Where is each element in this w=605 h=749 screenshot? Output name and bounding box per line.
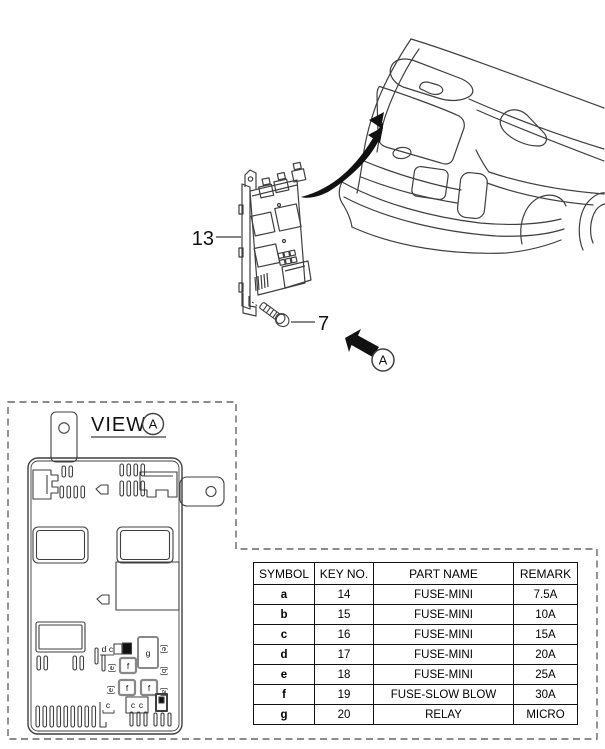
vent-slot <box>134 464 138 476</box>
vent-slots-top-right <box>120 464 145 496</box>
relay-socket-right <box>117 527 173 563</box>
socket-inner <box>39 625 82 649</box>
cell-part-name: FUSE-MINI <box>374 585 514 605</box>
vent-slot <box>67 486 71 498</box>
panel-top-mount-tab <box>51 412 77 462</box>
mini-fuse <box>291 257 297 263</box>
relay-socket-left <box>33 527 88 563</box>
vent-slot <box>120 464 124 476</box>
fuse-label-g: g <box>145 648 151 658</box>
header-symbol: SYMBOL <box>254 563 315 585</box>
fuse-slot-filled <box>123 643 132 654</box>
cell-part-name: FUSE-MINI <box>374 605 514 625</box>
connector <box>292 169 306 182</box>
fuse-label-c-bottom-3: c <box>138 700 144 710</box>
lower-connector-box <box>282 261 311 288</box>
vent-slot <box>71 706 75 727</box>
cell-key-no: 18 <box>315 665 374 685</box>
side-crease-1 <box>489 172 604 194</box>
view-title-ref-letter: A <box>148 416 158 432</box>
cell-key-no: 14 <box>315 585 374 605</box>
socket-inner <box>37 531 85 560</box>
vent-slot <box>161 713 164 726</box>
cc-box <box>126 697 148 713</box>
vent-slots-bottom-right <box>130 712 171 726</box>
cell-remark: 10A <box>514 605 578 625</box>
view-a-panel-drawing <box>28 412 224 734</box>
table-row <box>254 585 578 605</box>
rail-clip <box>239 248 243 257</box>
left-mid-socket <box>36 622 85 652</box>
top-right-connector <box>290 162 305 182</box>
mid-right-module-area <box>116 562 179 610</box>
d-pillar-lower <box>476 150 489 172</box>
fuse-cluster <box>100 637 169 713</box>
relay-block <box>254 244 279 267</box>
wheel-inner-arc <box>591 204 605 243</box>
bumper-bottom-line <box>352 227 561 253</box>
connector-cap <box>262 178 270 185</box>
mini-fuse <box>284 251 290 257</box>
table-row <box>254 685 578 705</box>
table-row <box>254 665 578 685</box>
vent-slot <box>137 712 140 726</box>
parts-table-header <box>254 563 578 585</box>
vent-slot <box>64 706 68 727</box>
table-row <box>254 705 578 725</box>
vent-slot <box>69 466 73 477</box>
vent-slot <box>62 466 66 477</box>
fuse-label-a-right: [a] <box>160 687 169 697</box>
fuse-label-e-left-1: [e] <box>107 663 116 673</box>
cell-symbol: g <box>254 705 315 725</box>
socket-outer <box>117 527 173 563</box>
header-part-name: PART NAME <box>374 563 514 585</box>
vent-slot <box>134 481 138 496</box>
vent-slots-top-left <box>60 466 85 498</box>
cell-remark: 20A <box>514 645 578 665</box>
connector-cap <box>277 173 285 180</box>
vent-slot <box>60 486 64 498</box>
bottom-mount-bracket <box>243 293 256 316</box>
cell-key-no: 20 <box>315 705 374 725</box>
vent-slot <box>36 706 40 727</box>
vent-slot <box>43 706 47 727</box>
vent-slot <box>50 706 54 727</box>
c-pillar-line-2 <box>477 110 604 161</box>
table-row <box>254 645 578 665</box>
mini-fuse-grid <box>278 250 297 265</box>
panel-right-tab-hole <box>206 487 216 497</box>
mini-fuse <box>285 258 291 264</box>
header-key-no: KEY NO. <box>315 563 374 585</box>
tail-lamp <box>457 172 489 220</box>
view-direction-indicator <box>345 329 394 371</box>
fuse-label-d: d <box>101 644 107 654</box>
vent-slot <box>44 656 48 670</box>
vent-slot <box>120 481 124 496</box>
panel-hole <box>283 240 286 243</box>
view-title-text: VIEW <box>91 414 147 436</box>
rail-clip <box>239 283 243 292</box>
cell-remark: 30A <box>514 685 578 705</box>
tailgate-left-inner-edge <box>377 49 419 152</box>
cell-key-no: 16 <box>315 625 374 645</box>
mini-fuse <box>290 250 296 256</box>
fuse-label-c-top: c <box>108 644 114 654</box>
connector <box>274 179 289 192</box>
table-row <box>254 605 578 625</box>
vent-slot <box>144 712 147 726</box>
fuse-label-c-bottom-2: c <box>130 700 136 710</box>
vent-slot <box>92 706 96 727</box>
vent-slot <box>127 481 131 496</box>
fuse-label-f3: f <box>147 683 151 693</box>
cell-part-name: FUSE-MINI <box>374 645 514 665</box>
c-pillar-line-1 <box>469 99 604 149</box>
left-connector-cutout <box>33 470 58 499</box>
fuse-label-f2: f <box>125 683 129 693</box>
top-tab-hole <box>248 177 252 181</box>
c-bottom-bracket <box>103 710 114 713</box>
roof-line <box>411 39 604 108</box>
arrow-emboss-upper <box>96 485 108 494</box>
vent-slot <box>102 655 105 671</box>
panel-hole <box>278 204 281 207</box>
vent-slot <box>85 706 89 727</box>
callout-13: 13 <box>191 228 214 250</box>
relay-block <box>251 212 275 236</box>
bolt-drawing <box>258 300 292 329</box>
socket-outer <box>33 527 88 563</box>
swoosh-band <box>301 122 383 198</box>
vent-slot <box>74 486 78 498</box>
car-rear-drawing <box>339 39 605 253</box>
vent-slots-bottom-left <box>36 702 106 727</box>
view-ref-letter: A <box>378 352 388 368</box>
rear-window <box>377 86 464 163</box>
cell-part-name: FUSE-MINI <box>374 625 514 645</box>
cell-key-no: 15 <box>315 605 374 625</box>
view-a-title <box>91 414 166 438</box>
tailgate-left-edge <box>357 39 411 193</box>
small-bold-slot-pin <box>159 697 164 703</box>
parts-table-body <box>254 585 578 725</box>
cell-symbol: d <box>254 645 315 665</box>
lower-connector-line <box>285 266 305 271</box>
socket-inner <box>121 531 170 560</box>
vent-slot <box>80 656 84 670</box>
cell-remark: 25A <box>514 665 578 685</box>
mini-fuse <box>279 259 285 265</box>
fuse-label-e-left-2: [e] <box>106 685 115 695</box>
vent-slot <box>130 712 133 726</box>
cell-symbol: e <box>254 665 315 685</box>
vent-slot <box>95 648 98 664</box>
vent-slot <box>154 713 157 726</box>
panel-right-mount-tab <box>180 477 224 506</box>
vent-slot <box>168 713 171 726</box>
arrow-emboss-lower <box>97 595 109 604</box>
mini-fuse <box>278 253 284 259</box>
cell-symbol: c <box>254 625 315 645</box>
cell-part-name: RELAY <box>374 705 514 725</box>
fuse-slot-open <box>114 644 122 654</box>
vent-slot <box>57 706 61 727</box>
cell-symbol: b <box>254 605 315 625</box>
panel-top-tab-hole <box>59 423 69 433</box>
fuse-box-part-drawing <box>239 162 311 316</box>
fuse-label-c-bottom-1: c <box>105 700 111 710</box>
cell-part-name: FUSE-SLOW BLOW <box>374 685 514 705</box>
vent-slot <box>81 486 85 498</box>
location-swoosh-arrow <box>301 112 384 198</box>
fuse-label-e-right: [e] <box>160 644 169 654</box>
cell-remark: 7.5A <box>514 585 578 605</box>
vent-slot <box>78 706 82 727</box>
relay-block <box>275 204 301 231</box>
vent-slot <box>37 656 41 670</box>
socket-outer <box>36 622 85 652</box>
callout-7: 7 <box>318 313 330 335</box>
cell-part-name: FUSE-MINI <box>374 665 514 685</box>
fuse-label-f1: f <box>126 661 130 671</box>
vent-slot <box>141 481 145 496</box>
cell-key-no: 19 <box>315 685 374 705</box>
vent-slot <box>73 656 77 670</box>
cell-remark: MICRO <box>514 705 578 725</box>
cell-remark: 15A <box>514 625 578 645</box>
side-crease-2 <box>487 183 593 205</box>
cell-key-no: 17 <box>315 645 374 665</box>
callout-labels <box>192 228 329 335</box>
cell-symbol: f <box>254 685 315 705</box>
table-header-row <box>254 563 578 585</box>
rail-clip <box>239 205 243 214</box>
header-remark: REMARK <box>514 563 578 585</box>
vent-slot <box>127 464 131 476</box>
table-row <box>254 625 578 645</box>
cell-symbol: a <box>254 585 315 605</box>
vent-slot <box>141 464 145 476</box>
fuse-label-b-right: [b] <box>160 666 169 676</box>
spoiler-handle <box>420 82 443 95</box>
parts-table <box>253 562 578 725</box>
connector-cap <box>293 162 301 169</box>
